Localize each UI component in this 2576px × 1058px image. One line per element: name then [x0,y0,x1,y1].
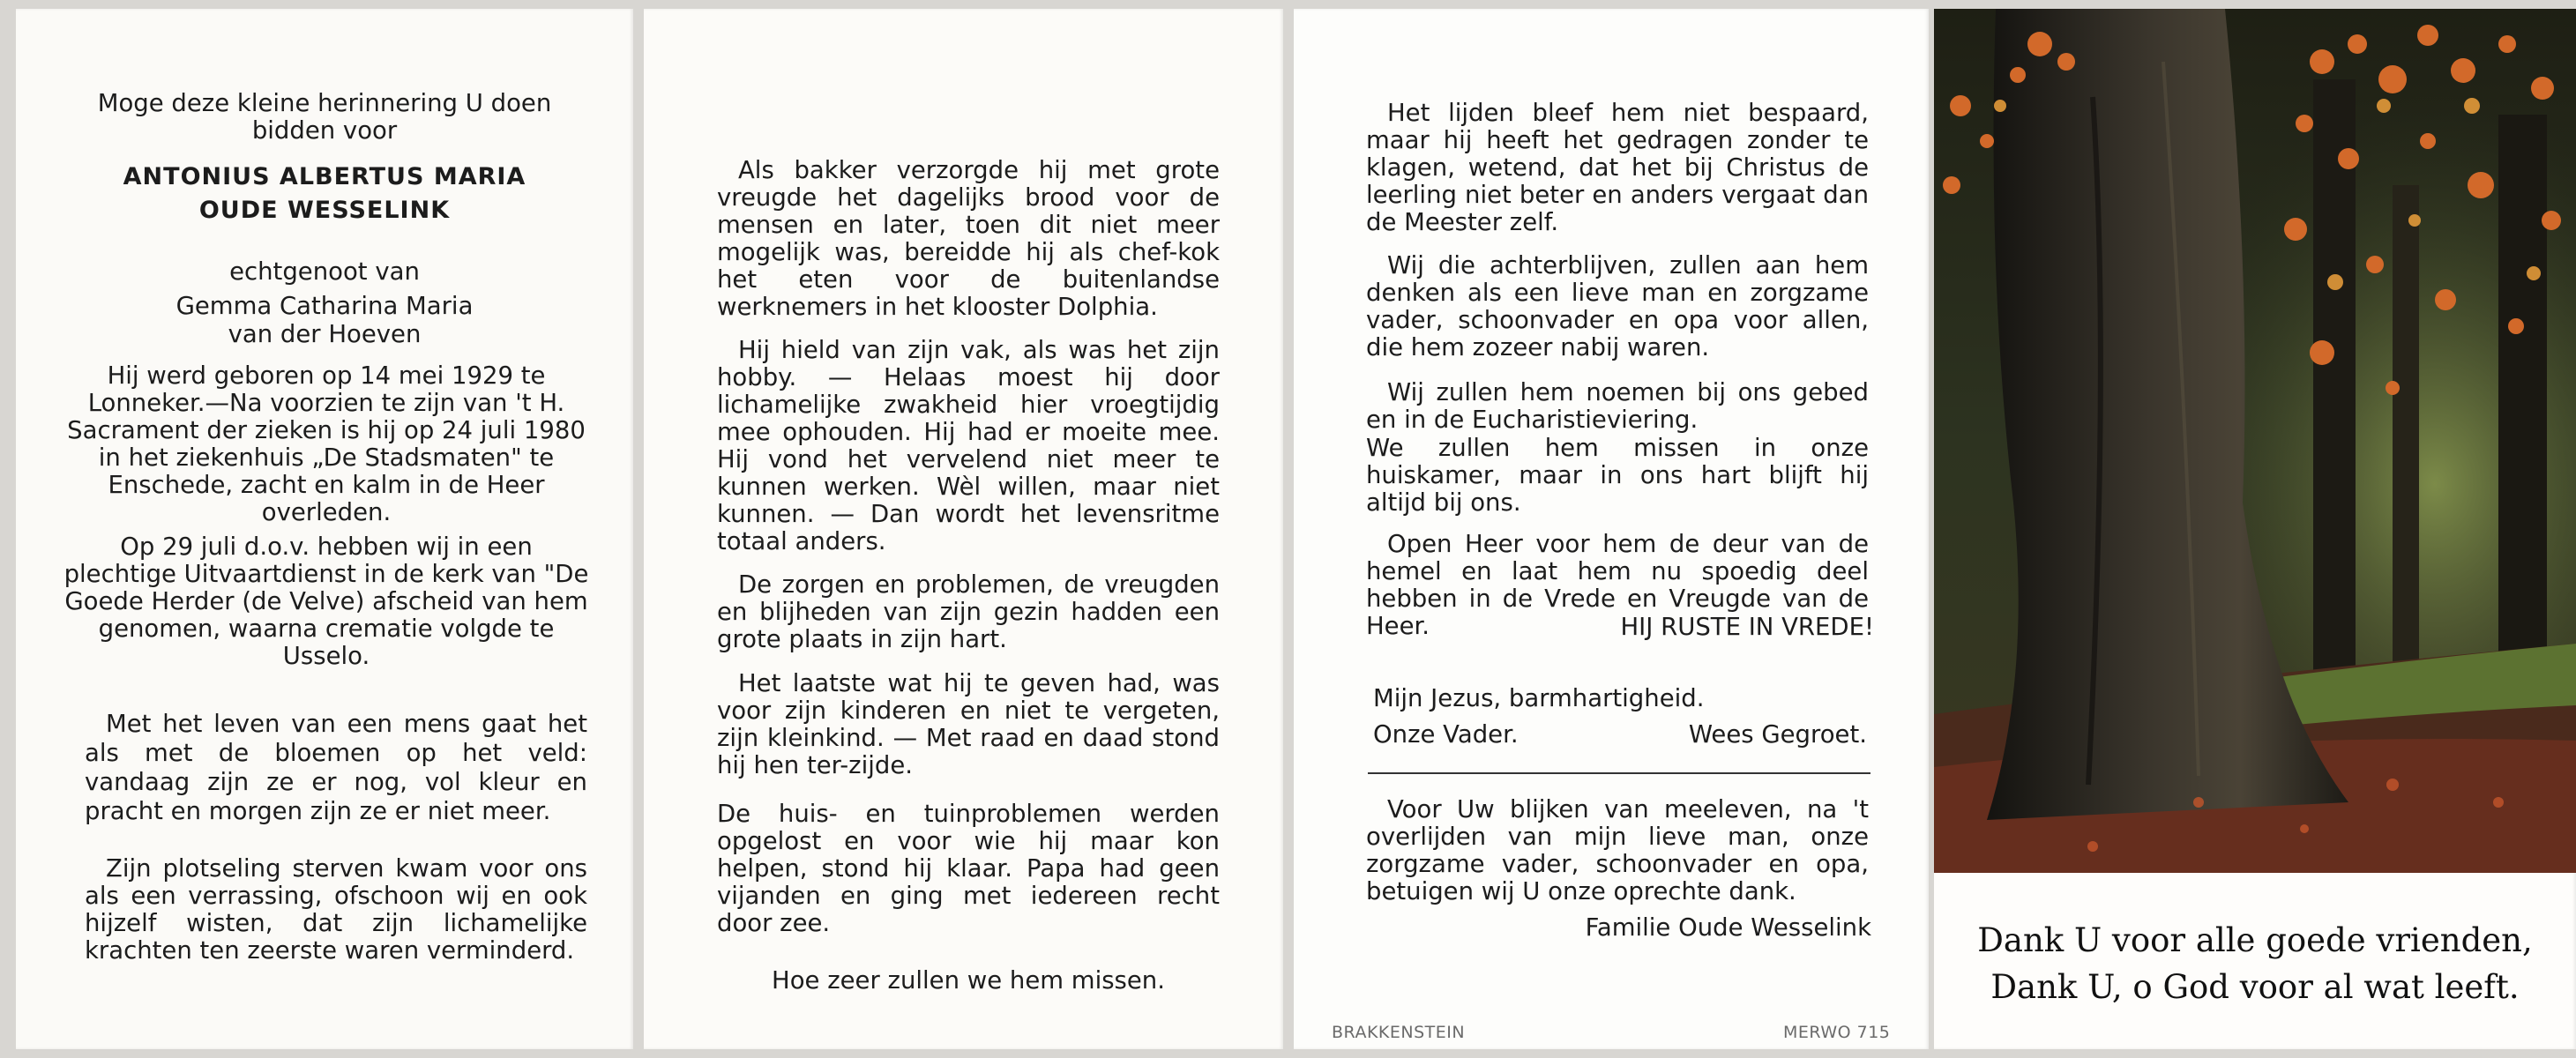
closing-line: Hoe zeer zullen we hem missen. [772,966,1165,995]
birth-death-paragraph: Hij werd geboren op 14 mei 1929 te Lonneker.—Na voorzien te zijn van 't H. Sacrament der zieken is hij op 24 juli 1980 in het ziekenhuis „De Stadsmaten" te Enschede, zacht en kalm in de Heer overleden. [67,361,586,526]
prayer-row [1373,720,1867,749]
publisher-name: BRAKKENSTEIN [1332,1023,1466,1042]
print-code: MERWO 715 [1783,1023,1891,1042]
autumn-tree-photo [1934,9,2576,873]
family-signature: Familie Oude Wesselink [1585,913,1871,942]
caption-line2: Dank U, o God voor al wat leeft. [1990,968,2520,1006]
deceased-name-line2: OUDE WESSELINK [198,197,451,224]
rest-in-peace: HIJ RUSTE IN VREDE! [1620,613,1874,641]
miss-paragraph: We zullen hem missen in onze huiskamer, maar in ons hart blijft hij altijd bij ons. [1366,434,1869,517]
funeral-paragraph: Op 29 juli d.o.v. hebben wij in een plechtige Uitvaartdienst in de kerk van "De Goede Herder (de Velve) afscheid van hem genomen, waarna crematie volgde te Usselo. [63,533,589,670]
caption-line1: Dank U voor alle goede vrienden, [1977,921,2533,959]
suffering-paragraph: Het lijden bleef hem niet bespaard, maar hij heeft het gedragen zonder te klagen, wetend, dat het bij Christus de leerling niet beter en anders vergaat dan de Meester zelf. [1366,99,1869,236]
house-paragraph: De huis- en tuinproblemen werden opgelost en voor wie hij maar kon helpen, stond hij klaar. Papa had geen vijanden en ging met iedereen recht door zee. [717,800,1220,937]
hobby-paragraph: Hij hield van zijn vak, als was het zijn hobby. — Helaas moest hij door lichamelijke zwakheid hier vroegtijdig mee ophouden. Hij had er moeite mee. Hij vond het vervelend niet meer te kunnen werken. Wèl willen, maar niet kunnen. — Dan wordt het levensritme totaal anders. [717,336,1220,555]
caption [1934,917,2576,1010]
panel-inside-middle [644,9,1283,1049]
flowers-paragraph: Met het leven van een mens gaat het als met de bloemen op het veld: vandaag zijn ze er nog, vol kleur en pracht en morgen zijn ze er niet meer. [85,710,587,825]
prayer-our-father: Onze Vader. [1373,720,1519,749]
open-heaven-paragraph: Open Heer voor hem de deur van de hemel en laat hem nu spoedig deel hebben in de Vrede en Vreugde van de Heer. [1366,530,1869,640]
thanks-paragraph: Voor Uw blijken van meeleven, na 't overlijden van mijn lieve man, onze zorgzame vader, schoonvader en opa, betuigen wij U onze oprechte dank. [1366,795,1869,905]
sudden-death-paragraph: Zijn plotseling sterven kwam voor ons als een verrassing, ofschoon wij en ook hijzelf wisten, dat zijn lichamelijke krachten ten zeerste waren verminderd. [85,854,587,965]
tree-illustration [1934,9,2576,873]
panel-front-left [16,9,633,1049]
spouse-name-line2: van der Hoeven [228,320,422,348]
intro-text: Moge deze kleine herinnering U doen bidden voor [97,89,552,145]
baker-paragraph: Als bakker verzorgde hij met grote vreugde het dagelijks brood voor de mensen en later, toen dit niet meer mogelijk was, bereidde hij als chef-kok het eten voor de buitenlandse werknemers in het klooster Dolphia. [717,156,1220,321]
spouse-label: echtgenoot van [229,257,420,286]
family-paragraph: De zorgen en problemen, de vreugden en blijheden van zijn gezin hadden een grote plaats in zijn hart. [717,570,1220,653]
separator-line [1368,772,1870,774]
spouse-name-line1: Gemma Catharina Maria [175,292,474,320]
prayer-hail-mary: Wees Gegroet. [1688,720,1867,749]
remember-paragraph: Wij die achterblijven, zullen aan hem denken als een lieve man en zorgzame vader, schoonvader en opa voor allen, die hem zozeer nabij waren. [1366,251,1869,361]
background-tree [2498,115,2547,661]
background-tree [2313,79,2356,679]
deceased-name-line1: ANTONIUS ALBERTUS MARIA [123,163,526,190]
background-tree [2393,185,2419,679]
prayer-paragraph: Wij zullen hem noemen bij ons gebed en in de Eucharistieviering. [1366,378,1869,434]
ejaculation-prayer: Mijn Jezus, barmhartigheid. [1373,684,1705,712]
last-gift-paragraph: Het laatste wat hij te geven had, was voor zijn kinderen en niet te vergeten, zijn kleinkind. — Met raad en daad stond hij hen ter-zijde. [717,669,1220,779]
panel-inside-right [1294,9,1929,1049]
panel-back-photo [1934,9,2576,1049]
